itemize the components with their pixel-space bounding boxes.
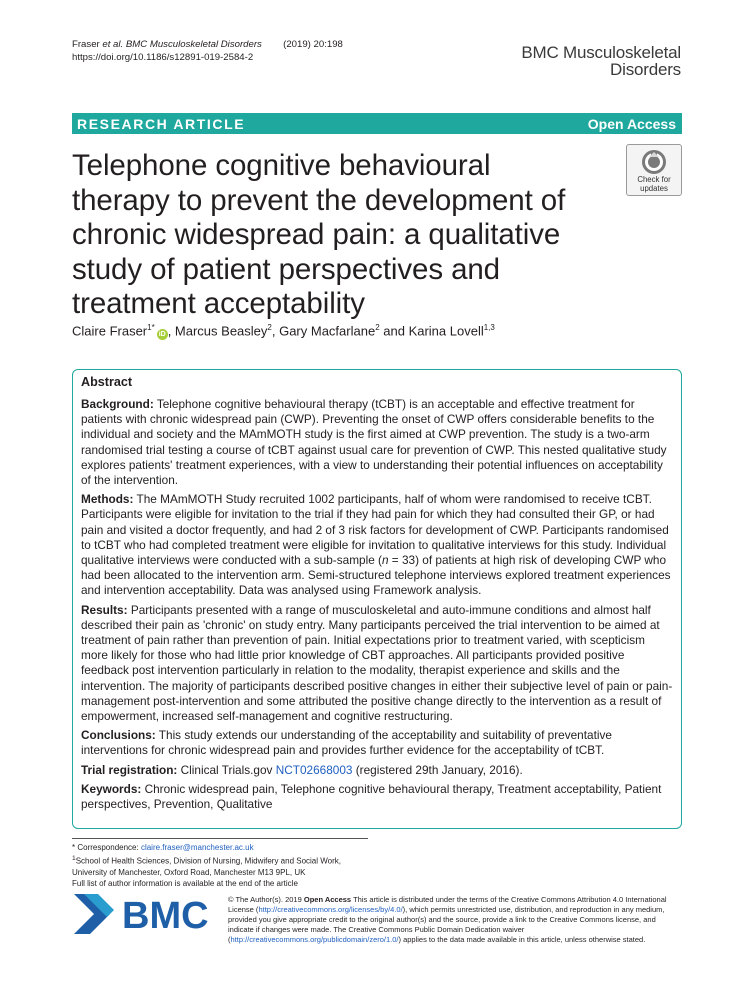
bmc-logo-text: BMC — [122, 895, 209, 936]
correspondence-email[interactable]: claire.fraser@manchester.ac.uk — [140, 843, 254, 852]
check-badge-line2: updates — [640, 184, 668, 193]
author-affiliation: 2 — [267, 323, 272, 332]
affiliation-number: 1 — [72, 855, 76, 862]
abstract-results — [81, 603, 674, 725]
correspondence-label: * Correspondence: — [72, 843, 139, 852]
first-author: Fraser — [72, 39, 100, 50]
orcid-icon[interactable]: iD — [158, 331, 166, 339]
affiliation-line1: School of Health Sciences, Division of Nursing, Midwifery and Social Work, — [75, 856, 341, 866]
affiliation — [72, 853, 341, 867]
author-name[interactable]: Gary Macfarlane — [279, 323, 376, 339]
abstract-background — [81, 397, 674, 488]
article-type-banner — [72, 113, 682, 134]
results-label: Results: — [81, 602, 128, 617]
bmc-publisher-logo — [72, 890, 218, 941]
author-list: Claire Fraser$^{1*}$iD , Marcus Beasley$^2$, Gary Macfarlane$^2$ and Karina Lovell$^{1,3}$ — [72, 323, 495, 339]
author-affiliation: 2 — [375, 323, 380, 332]
bmc-logo-icon — [72, 890, 218, 936]
article-title: Telephone cognitive behavioural therapy to prevent the development of chronic widespread pain: a qualitative study of patient perspectives and treatment acceptability — [72, 149, 566, 320]
methods-text-b: = 33) of patients at high risk of developing CWP who had been allocated to the intervention arm. Semi-structured telephone interviews explored treatment experiences and intervention acceptability. Data was analysed using Framework analysis. — [81, 553, 671, 598]
author-name[interactable]: Karina Lovell — [408, 323, 484, 339]
abstract-heading: Abstract — [81, 375, 133, 389]
article-type: RESEARCH ARTICLE — [77, 115, 246, 132]
author-affiliation: 1* — [147, 323, 155, 332]
correspondence — [72, 842, 341, 853]
methods-n: n — [381, 553, 389, 568]
author-affiliation: 1,3 — [483, 323, 495, 332]
keywords-text: Chronic widespread pain, Telephone cognitive behavioural therapy, Treatment acceptability, Patient perspectives, Prevention, Qualitative — [81, 781, 662, 812]
trial-id-link[interactable]: NCT02668003 — [275, 762, 353, 777]
check-for-updates-badge[interactable] — [626, 144, 682, 196]
public-domain-url-link[interactable]: http://creativecommons.org/publicdomain/zero/1.0/ — [230, 935, 399, 944]
crossmark-icon — [641, 149, 667, 175]
methods-text-a: The MAmMOTH Study recruited 1002 participants, half of whom were randomised to receive tCBT. Participants were eligible for invitation to the trial if they had pain for which they had consulted their GP, or had pain and visited a doctor frequently, and had 2 of 3 risk factors for development of CWP. Participants randomised to tCBT who had completed treatment were eligible for invitation to qualitative interviews for this study. Individual qualitative interviews were conducted with a sub-sample ( — [81, 492, 669, 568]
author-name[interactable]: Claire Fraser — [72, 323, 148, 339]
journal-name — [521, 44, 681, 78]
open-access-label: Open Access — [587, 115, 676, 132]
methods-label: Methods: — [81, 492, 134, 507]
doi-link[interactable]: https://doi.org/10.1186/s12891-019-2584-2 — [72, 52, 254, 63]
abstract-box — [72, 369, 682, 829]
trial-registry: Clinical Trials.gov — [180, 762, 273, 777]
conclusions-text: This study extends our understanding of the acceptability and suitability of preventative interventions for chronic widespread pain and provides further evidence for the acceptability of tCBT. — [81, 728, 612, 758]
keywords-label: Keywords: — [81, 781, 142, 796]
citation-line — [72, 38, 343, 51]
trial-label: Trial registration: — [81, 762, 178, 777]
open-access-bold: Open Access — [303, 895, 352, 904]
background-label: Background: — [81, 397, 154, 411]
conclusions-label: Conclusions: — [81, 728, 156, 743]
year-volume: (2019) 20:198 — [283, 39, 343, 50]
abstract-methods — [81, 492, 674, 598]
license-text-a: This article is distributed under the terms of the Creative Commons Attribution 4.0 International License ( — [228, 895, 667, 914]
abstract-conclusions — [81, 728, 674, 758]
copyright-notice: © The Author(s). 2019 — [228, 895, 302, 904]
author-name[interactable]: Marcus Beasley — [174, 323, 268, 339]
affiliation-line2: University of Manchester, Oxford Road, Manchester M13 9PL, UK — [72, 867, 306, 877]
journal-name-line1: BMC Musculoskeletal — [521, 43, 681, 62]
check-badge-line1: Check for — [637, 175, 671, 184]
abstract-trial-registration — [81, 763, 674, 778]
abstract-keywords — [81, 782, 674, 812]
journal-name-line2: Disorders — [610, 60, 681, 79]
license-url-link[interactable]: http://creativecommons.org/licenses/by/4.0/ — [258, 905, 403, 914]
results-text: Participants presented with a range of musculoskeletal and auto-immune conditions and almost half described their pain as 'chronic' on study entry. Many participants perceived the trial intervention to be aimed at treatment of pain rather than prevention of pain. Initial expectations prior to treatment varied, with scepticism more likely for those who had little prior knowledge of CBT approaches. All participants provided positive feedback post intervention particularly in relation to the modality, therapist experience and skills and the intervention. The majority of participants described positive changes in either their subjective level of pain or pain-management post-intervention and some attributed the positive change directly to the intervention as a result of empowerment, increased self-management and cognitive restructuring. — [81, 602, 673, 724]
license-text-b: ), which permits unrestricted use, distribution, and reproduction in any medium, provided you give appropriate credit to the original author(s) and the source, provide a link to the Creative Commons license, and indicate if changes were made. The Creative Commons Public Domain Dedication waiver ( — [228, 905, 665, 944]
full-author-info-note: Full list of author information is available at the end of the article — [72, 878, 298, 888]
article-meta — [72, 38, 343, 64]
license-text-c: ) applies to the data made available in this article, unless otherwise stated. — [398, 935, 646, 944]
footnotes — [72, 842, 341, 889]
trial-date: (registered 29th January, 2016). — [355, 762, 523, 777]
license-statement — [228, 895, 682, 945]
journal-citation: et al. BMC Musculoskeletal Disorders — [102, 39, 262, 50]
background-text: Telephone cognitive behavioural therapy (tCBT) is an acceptable and effective treatment for patients with chronic widespread pain (CWP). Preventing the onset of CWP offers considerable benefits to the individual and society and the MAmMOTH study is the first aimed at CWP prevention. The study is a two-arm randomised trial testing a course of tCBT against usual care for prevention of CWP. This nested qualitative study explores patients' treatment experiences, with a view to understanding their potential influences on acceptability of the intervention. — [81, 397, 667, 488]
footnote-divider — [72, 838, 368, 839]
